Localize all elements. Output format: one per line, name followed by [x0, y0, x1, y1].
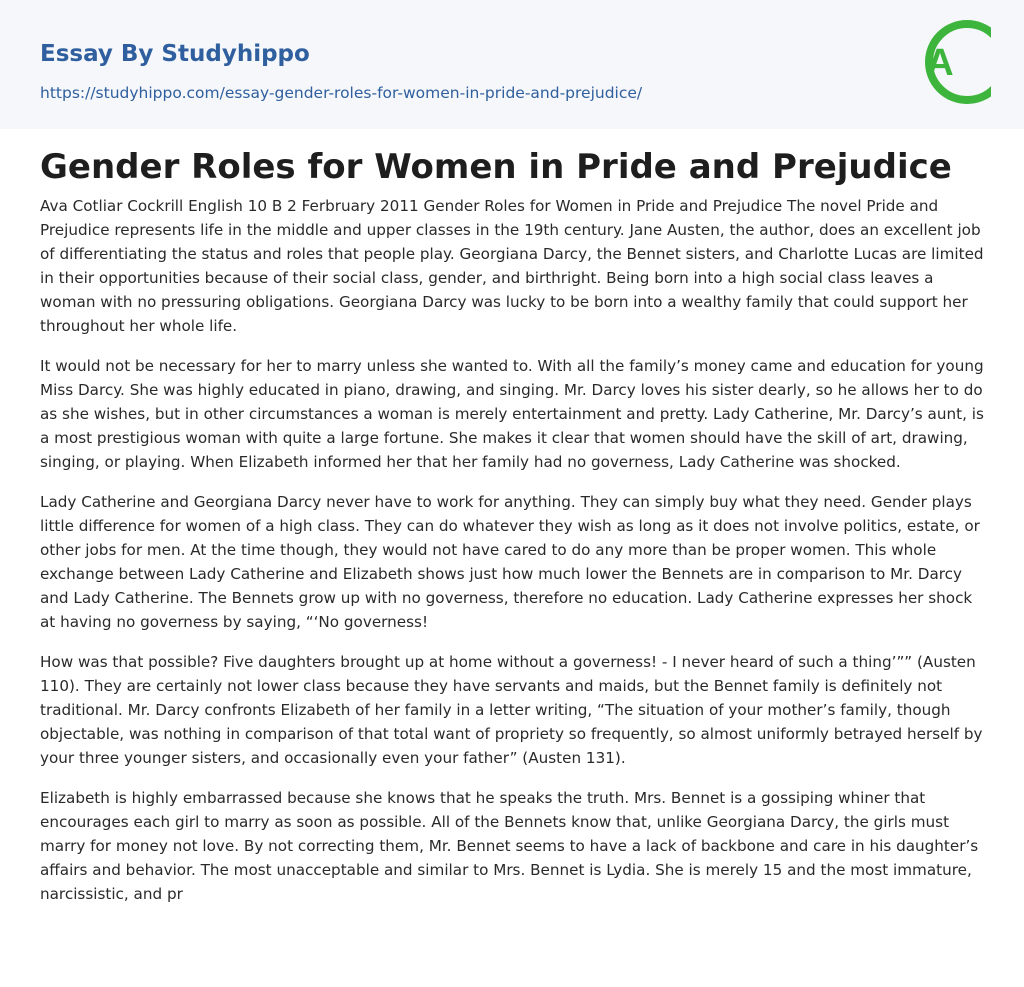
studyhippo-logo-icon[interactable]	[905, 17, 991, 107]
article-paragraph: It would not be necessary for her to marry unless she wanted to. With all the family’s money came and education for young Miss Darcy. She was highly educated in piano, drawing, and singing. Mr. Darcy loves his sister dearly, so he allows her to do as she wishes, but in other circumstances a woman is merely entertainment and pretty. Lady Catherine, Mr. Darcy’s aunt, is a most prestigious woman with quite a large fortune. She makes it clear that women should have the skill of art, drawing, singing, or playing. When Elizabeth informed her that her family had no governess, Lady Catherine was shocked.	[40, 357, 984, 471]
article-paragraph: Ava Cotliar Cockrill English 10 B 2 Ferbruary 2011 Gender Roles for Women in Pride and Prejudice The novel Pride and Prejudice represents life in the middle and upper classes in the 19th century. Jane Austen, the author, does an excellent job of differentiating the status and roles that people play. Georgiana Darcy, the Bennet sisters, and Charlotte Lucas are limited in their opportunities because of their social class, gender, and birthright. Being born into a high social class leaves a woman with no pressuring obligations. Georgiana Darcy was lucky to be born into a wealthy family that could support her throughout her whole life.	[40, 197, 984, 335]
article-title: Gender Roles for Women in Pride and Prejudice	[40, 147, 952, 187]
page-url-link[interactable]: https://studyhippo.com/essay-gender-roles-for-women-in-pride-and-prejudice/	[40, 84, 643, 102]
article-paragraph: How was that possible? Five daughters brought up at home without a governess! - I never heard of such a thing’”” (Austen 110). They are certainly not lower class because they have servants and maids, but the Bennet family is definitely not traditional. Mr. Darcy confronts Elizabeth of her family in a letter writing, “The situation of your mother’s family, though objectable, was nothing in comparison of that total want of propriety so frequently, so almost uniformly betrayed herself by your three younger sisters, and occasionally even your father” (Austen 131).	[40, 653, 983, 767]
article-paragraph: Lady Catherine and Georgiana Darcy never have to work for anything. They can simply buy what they need. Gender plays little difference for women of a high class. They can do whatever they wish as long as it does not involve politics, estate, or other jobs for men. At the time though, they would not have cared to do any more than be proper women. This whole exchange between Lady Catherine and Elizabeth shows just how much lower the Bennets are in comparison to Mr. Darcy and Lady Catherine. The Bennets grow up with no governess, therefore no education. Lady Catherine expresses her shock at having no governess by saying, “‘No governess!	[40, 493, 980, 631]
site-header	[0, 0, 1024, 129]
article-paragraph: Elizabeth is highly embarrassed because she knows that he speaks the truth. Mrs. Bennet is a gossiping whiner that encourages each girl to marry as soon as possible. All of the Bennets know that, unlike Georgiana Darcy, the girls must marry for money not love. By not correcting them, Mr. Bennet seems to have a lack of backbone and care in his daughter’s affairs and behavior. The most unacceptable and similar to Mrs. Bennet is Lydia. She is merely 15 and the most immature, narcissistic, and pr	[40, 789, 979, 903]
article-body	[40, 194, 984, 922]
logo-letter: A	[926, 42, 954, 84]
site-title[interactable]: Essay By Studyhippo	[40, 41, 310, 67]
